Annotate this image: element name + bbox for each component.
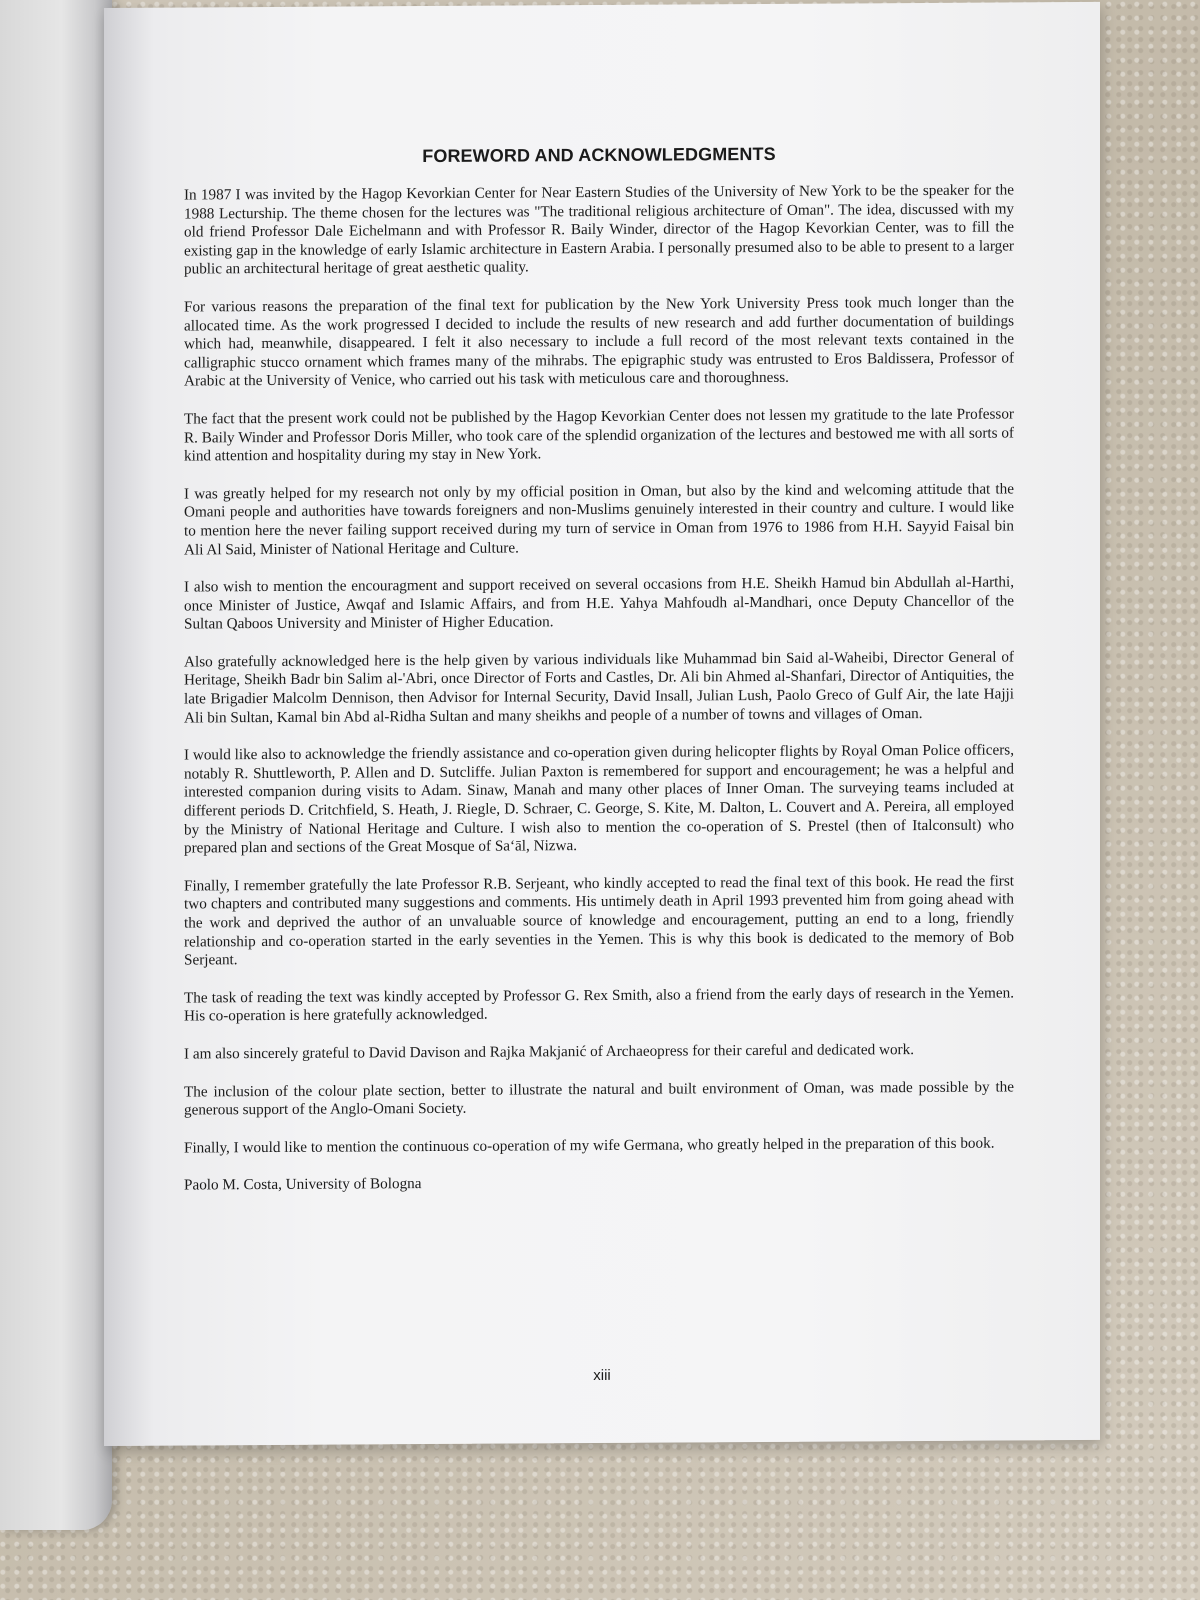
page-number: xiii: [593, 1366, 611, 1385]
previous-page-edge: [0, 0, 112, 1530]
paragraph-8: Finally, I remember gratefully the late Professor R.B. Serjeant, who kindly accepted to read the final text of this book. He read the first two chapters and contributed many suggestions and comments. His untimely death in April 1993 prevented him from going ahead with the work and deprived the author of an unvaluable source of knowledge and encouragement, putting an end to a long, friendly relationship and co-operation started in the early seventies in the Yemen. This is why this book is dedicated to the memory of Bob Serjeant.: [184, 872, 1014, 969]
paragraph-2: For various reasons the preparation of the final text for publication by the New York University Press took much longer than the allocated time. As the work progressed I decided to include the results of new research and add further documentation of buildings which had, meanwhile, disappeared. I felt it also necessary to include a full record of the most relevant texts contained in the calligraphic stucco ornament which frames many of the mihrabs. The epigraphic study was entrusted to Eros Baldissera, Professor of Arabic at the University of Venice, who carried out his task with meticulous care and thoroughness.: [184, 293, 1014, 390]
author-signature: Paolo M. Costa, University of Bologna: [184, 1175, 422, 1194]
page-title: FOREWORD AND ACKNOWLEDGMENTS: [422, 143, 776, 167]
paragraph-5: I also wish to mention the encouragment and support received on several occasions from H.E. Sheikh Hamud bin Abdullah al-Harthi, once Minister of Justice, Awqaf and Islamic Affairs, and from H.E. Yahya Mahfoudh al-Mandhari, once Deputy Chancellor of the Sultan Qaboos University and Minister of Higher Education.: [184, 573, 1014, 633]
paragraph-9: The task of reading the text was kindly accepted by Professor G. Rex Smith, also a friend from the early days of research in the Yemen. His co-operation is here gratefully acknowledged.: [184, 984, 1014, 1025]
paragraph-11: The inclusion of the colour plate section, better to illustrate the natural and built environment of Oman, was made possible by the generous support of the Anglo-Omani Society.: [184, 1078, 1014, 1119]
paragraph-3: The fact that the present work could not be published by the Hagop Kevorkian Center does not lessen my gratitude to the late Professor R. Baily Winder and Professor Doris Miller, who took care of the splendid organization of the lectures and bestowed me with all sorts of kind attention and hospitality during my stay in New York.: [184, 405, 1014, 465]
paragraph-4: I was greatly helped for my research not only by my official position in Oman, but also by the kind and welcoming attitude that the Omani people and authorities have towards foreigners and non-Muslims genuinely interested in their country and culture. I would like to mention here the never failing support received during my turn of service in Oman from 1976 to 1986 from H.H. Sayyid Faisal bin Ali Al Said, Minister of National Heritage and Culture.: [184, 480, 1014, 559]
paragraph-1: In 1987 I was invited by the Hagop Kevorkian Center for Near Eastern Studies of the University of New York to be the speaker for the 1988 Lecturship. The theme chosen for the lectures was "The traditional religious architecture of Oman". The idea, discussed with my old friend Professor Dale Eichelmann and with Professor R. Baily Winder, director of the Hagop Kevorkian Center, was to fill the existing gap in the knowledge of early Islamic architecture in Eastern Arabia. I personally presumed also to be able to present to a larger public an architectural heritage of great aesthetic quality.: [184, 181, 1014, 278]
paragraph-10: I am also sincerely grateful to David Davison and Rajka Makjanić of Archaeopress for their careful and dedicated work.: [184, 1041, 914, 1063]
paragraph-7: I would like also to acknowledge the friendly assistance and co-operation given during helicopter flights by Royal Oman Police officers, notably R. Shuttleworth, P. Allen and D. Sutcliffe. Julian Paxton is remembered for support and encouragement; he was a helpful and interested companion during visits to Adam. Sinaw, Manah and many other places of Inner Oman. The surveying teams included at different periods D. Critchfield, S. Heath, J. Riegle, D. Schraer, C. George, S. Kite, M. Dalton, L. Couvert and A. Pereira, all employed by the Ministry of National Heritage and Culture. I wish also to mention the co-operation of S. Prestel (then of Italconsult) who prepared plan and sections of the Great Mosque of Sa‘āl, Nizwa.: [184, 741, 1014, 857]
paragraph-12: Finally, I would like to mention the continuous co-operation of my wife Germana, who greatly helped in the preparation of this book.: [184, 1134, 995, 1157]
paragraph-6: Also gratefully acknowledged here is the help given by various individuals like Muhammad bin Said al-Waheibi, Director General of Heritage, Sheikh Badr bin Salim al-'Abri, once Director of Forts and Castles, Dr. Ali bin Ahmed al-Shanfari, Director of Antiquities, the late Brigadier Malcolm Dennison, then Advisor for Internal Security, David Insall, Julian Lush, Paolo Greco of Gulf Air, the late Hajji Ali bin Sultan, Kamal bin Abd al-Ridha Sultan and many sheikhs and people of a number of towns and villages of Oman.: [184, 648, 1014, 727]
book-page: [104, 2, 1100, 1446]
page-content: [184, 142, 1014, 1195]
